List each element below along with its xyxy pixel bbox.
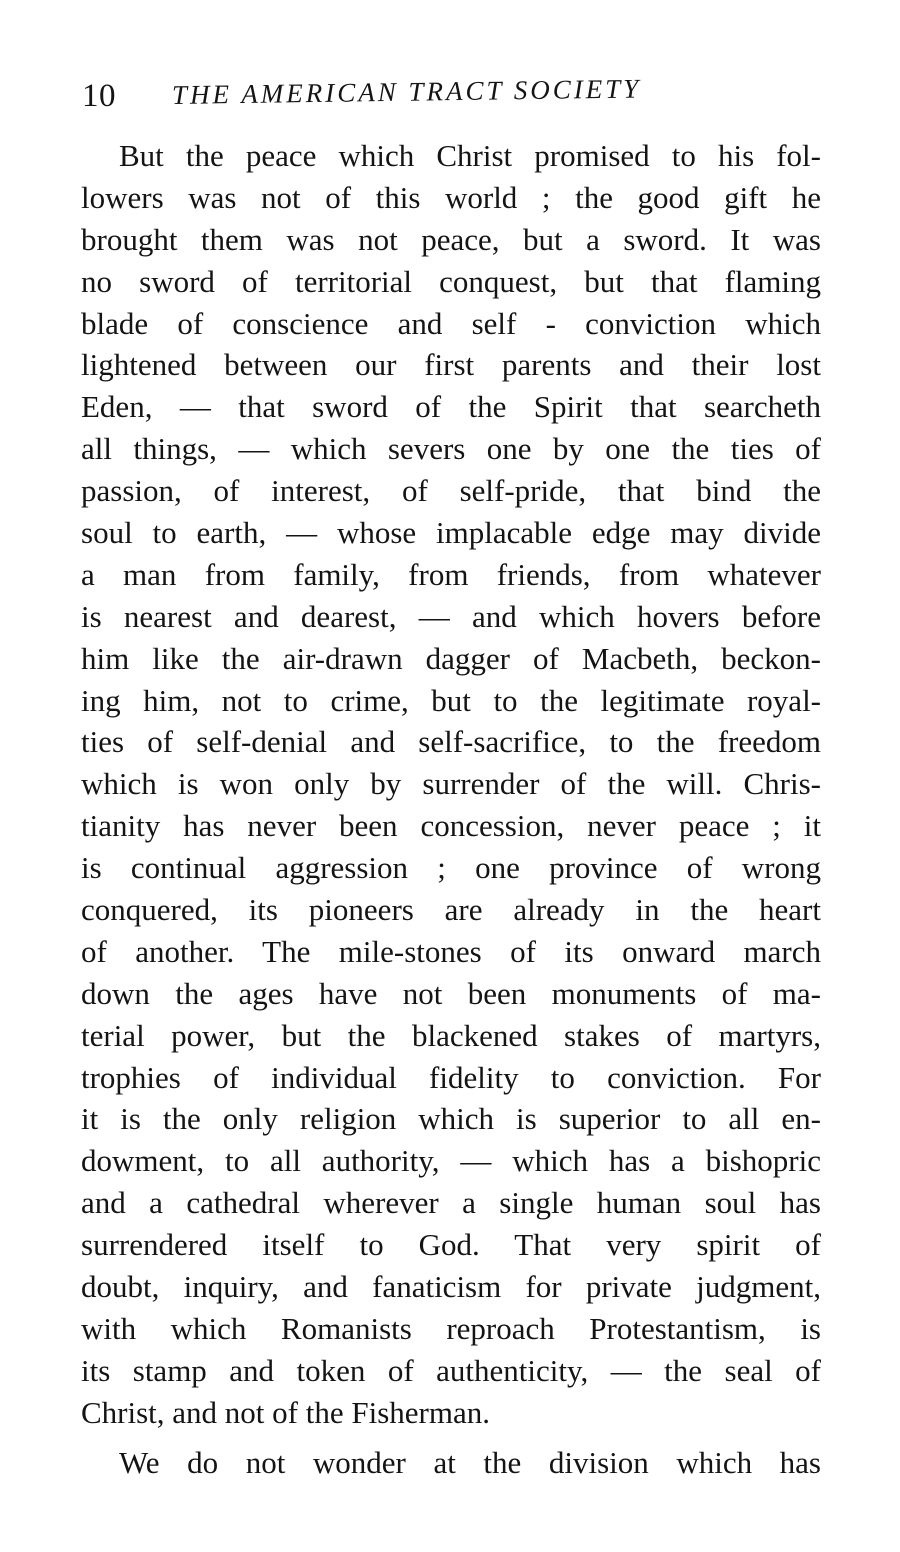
text-line: lightened between our first parents and their lost xyxy=(81,347,821,383)
text-line: conquered, its pioneers are already in the heart xyxy=(81,892,821,928)
text-line: Eden, — that sword of the Spirit that searcheth xyxy=(81,389,821,425)
text-line: of another. The mile-stones of its onward march xyxy=(81,933,821,969)
text-line: ing him, not to crime, but to the legitimate royal- xyxy=(81,682,821,718)
text-line: doubt, inquiry, and fanaticism for private judgment, xyxy=(81,1269,821,1305)
text-line: him like the air-drawn dagger of Macbeth, beckon- xyxy=(81,640,821,676)
text-line: no sword of territorial conquest, but that flaming xyxy=(81,263,821,299)
text-line: ties of self-denial and self-sacrifice, to the freedom xyxy=(81,724,821,760)
text-line: But the peace which Christ promised to his fol- xyxy=(119,138,821,173)
page-number: 10 xyxy=(82,78,116,114)
text-line: blade of conscience and self - conviction which xyxy=(81,305,821,341)
body-text xyxy=(81,135,821,1484)
text-line: We do not wonder at the division which has xyxy=(119,1444,821,1480)
text-line: passion, of interest, of self-pride, that bind the xyxy=(81,473,821,509)
text-line: brought them was not peace, but a sword. It was xyxy=(81,221,821,257)
text-line: a man from family, from friends, from whatever xyxy=(81,556,821,592)
text-line: it is the only religion which is superior to all en- xyxy=(81,1101,821,1137)
text-line: lowers was not of this world ; the good gift he xyxy=(81,179,821,215)
paragraph xyxy=(81,135,821,1434)
text-line: terial power, but the blackened stakes of martyrs, xyxy=(81,1017,821,1053)
text-line: which is won only by surrender of the will. Chris- xyxy=(81,766,821,802)
text-line: with which Romanists reproach Protestantism, is xyxy=(81,1310,821,1346)
text-line: all things, — which severs one by one the ties of xyxy=(81,431,821,467)
text-line: Christ, and not of the Fisherman. xyxy=(81,1394,490,1430)
running-title: THE AMERICAN TRACT SOCIETY xyxy=(171,73,642,110)
text-line: tianity has never been concession, never peace ; it xyxy=(81,808,821,844)
text-line: is continual aggression ; one province of wrong xyxy=(81,850,821,886)
text-line: soul to earth, — whose implacable edge may divide xyxy=(81,515,821,551)
text-line: dowment, to all authority, — which has a bishopric xyxy=(81,1143,821,1179)
text-line: down the ages have not been monuments of ma- xyxy=(81,975,821,1011)
text-line: and a cathedral wherever a single human soul has xyxy=(81,1185,821,1221)
paragraph xyxy=(81,1442,821,1484)
text-line: surrendered itself to God. That very spirit of xyxy=(81,1227,821,1263)
text-line: trophies of individual fidelity to conviction. For xyxy=(81,1059,821,1095)
text-line: is nearest and dearest, — and which hovers before xyxy=(81,598,821,634)
running-head xyxy=(80,72,820,122)
text-line: its stamp and token of authenticity, — the seal of xyxy=(81,1352,821,1388)
